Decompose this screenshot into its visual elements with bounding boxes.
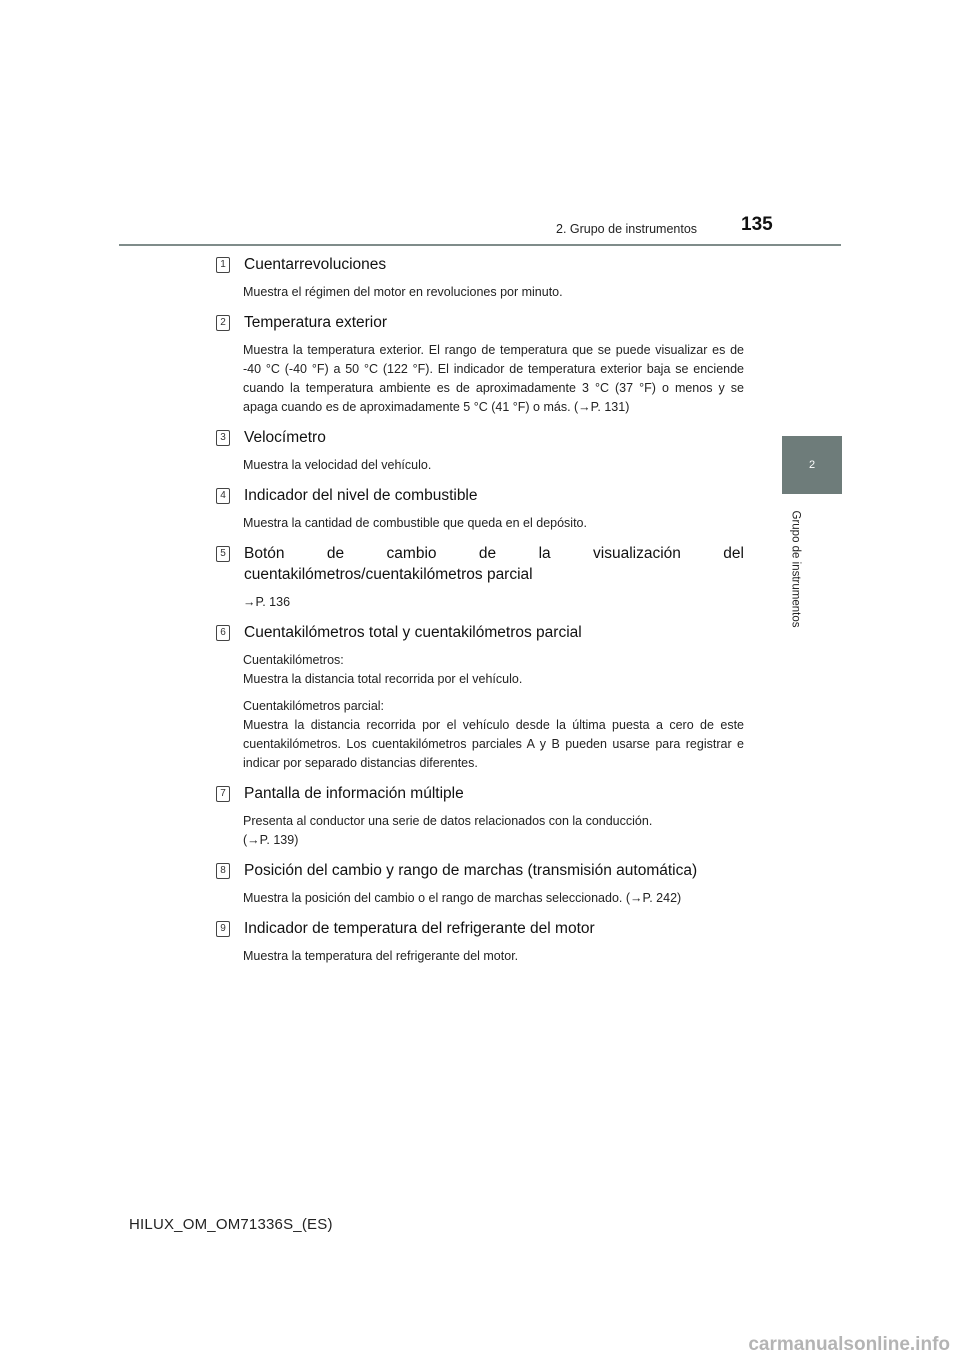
document-code: HILUX_OM_OM71336S_(ES) xyxy=(129,1216,333,1233)
item-number-icon: 9 xyxy=(216,921,230,937)
list-item xyxy=(216,622,744,773)
item-description: Presenta al conductor una serie de datos relacionados con la conducción. (→P. 139) xyxy=(243,814,653,847)
item-number-icon: 1 xyxy=(216,257,230,273)
header-divider xyxy=(119,244,841,246)
chapter-side-label xyxy=(760,502,830,636)
item-body xyxy=(243,812,744,850)
item-title: Cuentakilómetros total y cuentakilómetros parcial xyxy=(244,624,582,641)
item-description: Muestra la posición del cambio o el rango de marchas seleccionado. (→P. 242) xyxy=(243,891,682,905)
item-description: Muestra la velocidad del vehículo. xyxy=(243,458,432,472)
item-description: →P. 136 xyxy=(243,595,291,609)
item-body xyxy=(243,889,744,908)
list-item xyxy=(216,254,744,302)
item-heading xyxy=(216,543,744,585)
item-number-icon: 7 xyxy=(216,786,230,802)
item-body xyxy=(243,593,744,612)
list-item xyxy=(216,918,744,966)
item-number-icon: 2 xyxy=(216,315,230,331)
chapter-side-label-text: Grupo de instrumentos xyxy=(789,510,802,628)
item-body xyxy=(243,514,744,533)
item-title: Indicador de temperatura del refrigerante del motor xyxy=(244,920,595,937)
item-title: Cuentarrevoluciones xyxy=(244,256,387,273)
item-heading xyxy=(216,312,744,333)
item-heading xyxy=(216,254,744,275)
item-number-icon: 4 xyxy=(216,488,230,504)
item-heading xyxy=(216,860,744,881)
item-title: Botón de cambio de la visualización del cuentakilómetros/cuentakilómetros parcial xyxy=(244,545,744,583)
item-heading xyxy=(216,622,744,643)
item-title: Posición del cambio y rango de marchas (transmisión automática) xyxy=(244,862,698,879)
item-description: Muestra la temperatura exterior. El rango de temperatura que se puede visualizar es de -40 °C (-40 °F) a 50 °C (122 °F). El indicador de temperatura exterior baja se enciende cuando la temperatura ambiente es de aproximadamente 3 °C (37 °F) o menos y se apaga cuando es de aproximadamente 5 °C (41 °F) o más. (→P. 131) xyxy=(243,343,744,414)
item-description: Cuentakilómetros parcial: Muestra la distancia recorrida por el vehículo desde la última puesta a cero de este cuentakilómetros. Los cuentakilómetros parciales A y B pueden usarse para registrar e indicar por separado distancias diferentes. xyxy=(243,699,744,770)
chapter-tab[interactable] xyxy=(782,436,842,494)
item-body xyxy=(243,947,744,966)
item-body xyxy=(243,341,744,417)
item-number-icon: 8 xyxy=(216,863,230,879)
item-heading xyxy=(216,485,744,506)
item-heading xyxy=(216,918,744,939)
item-body xyxy=(243,651,744,773)
item-number-icon: 3 xyxy=(216,430,230,446)
header-section-title: 2. Grupo de instrumentos xyxy=(556,222,698,236)
item-body xyxy=(243,283,744,302)
page-number: 135 xyxy=(741,214,773,235)
chapter-tab-number: 2 xyxy=(808,459,816,471)
item-description: Cuentakilómetros: Muestra la distancia total recorrida por el vehículo. xyxy=(243,653,523,686)
item-number-icon: 5 xyxy=(216,546,230,562)
list-item xyxy=(216,543,744,612)
list-item xyxy=(216,485,744,533)
item-heading xyxy=(216,783,744,804)
item-title: Velocímetro xyxy=(244,429,326,446)
item-title: Pantalla de información múltiple xyxy=(244,785,464,802)
item-title: Temperatura exterior xyxy=(244,314,388,331)
item-description: Muestra el régimen del motor en revoluciones por minuto. xyxy=(243,285,563,299)
watermark: carmanualsonline.info xyxy=(748,1334,950,1355)
list-item xyxy=(216,783,744,850)
item-list xyxy=(216,254,744,976)
item-title: Indicador del nivel de combustible xyxy=(244,487,478,504)
item-description: Muestra la cantidad de combustible que queda en el depósito. xyxy=(243,516,587,530)
item-description: Muestra la temperatura del refrigerante del motor. xyxy=(243,949,519,963)
list-item xyxy=(216,312,744,417)
item-heading xyxy=(216,427,744,448)
item-number-icon: 6 xyxy=(216,625,230,641)
list-item xyxy=(216,860,744,908)
item-body xyxy=(243,456,744,475)
list-item xyxy=(216,427,744,475)
